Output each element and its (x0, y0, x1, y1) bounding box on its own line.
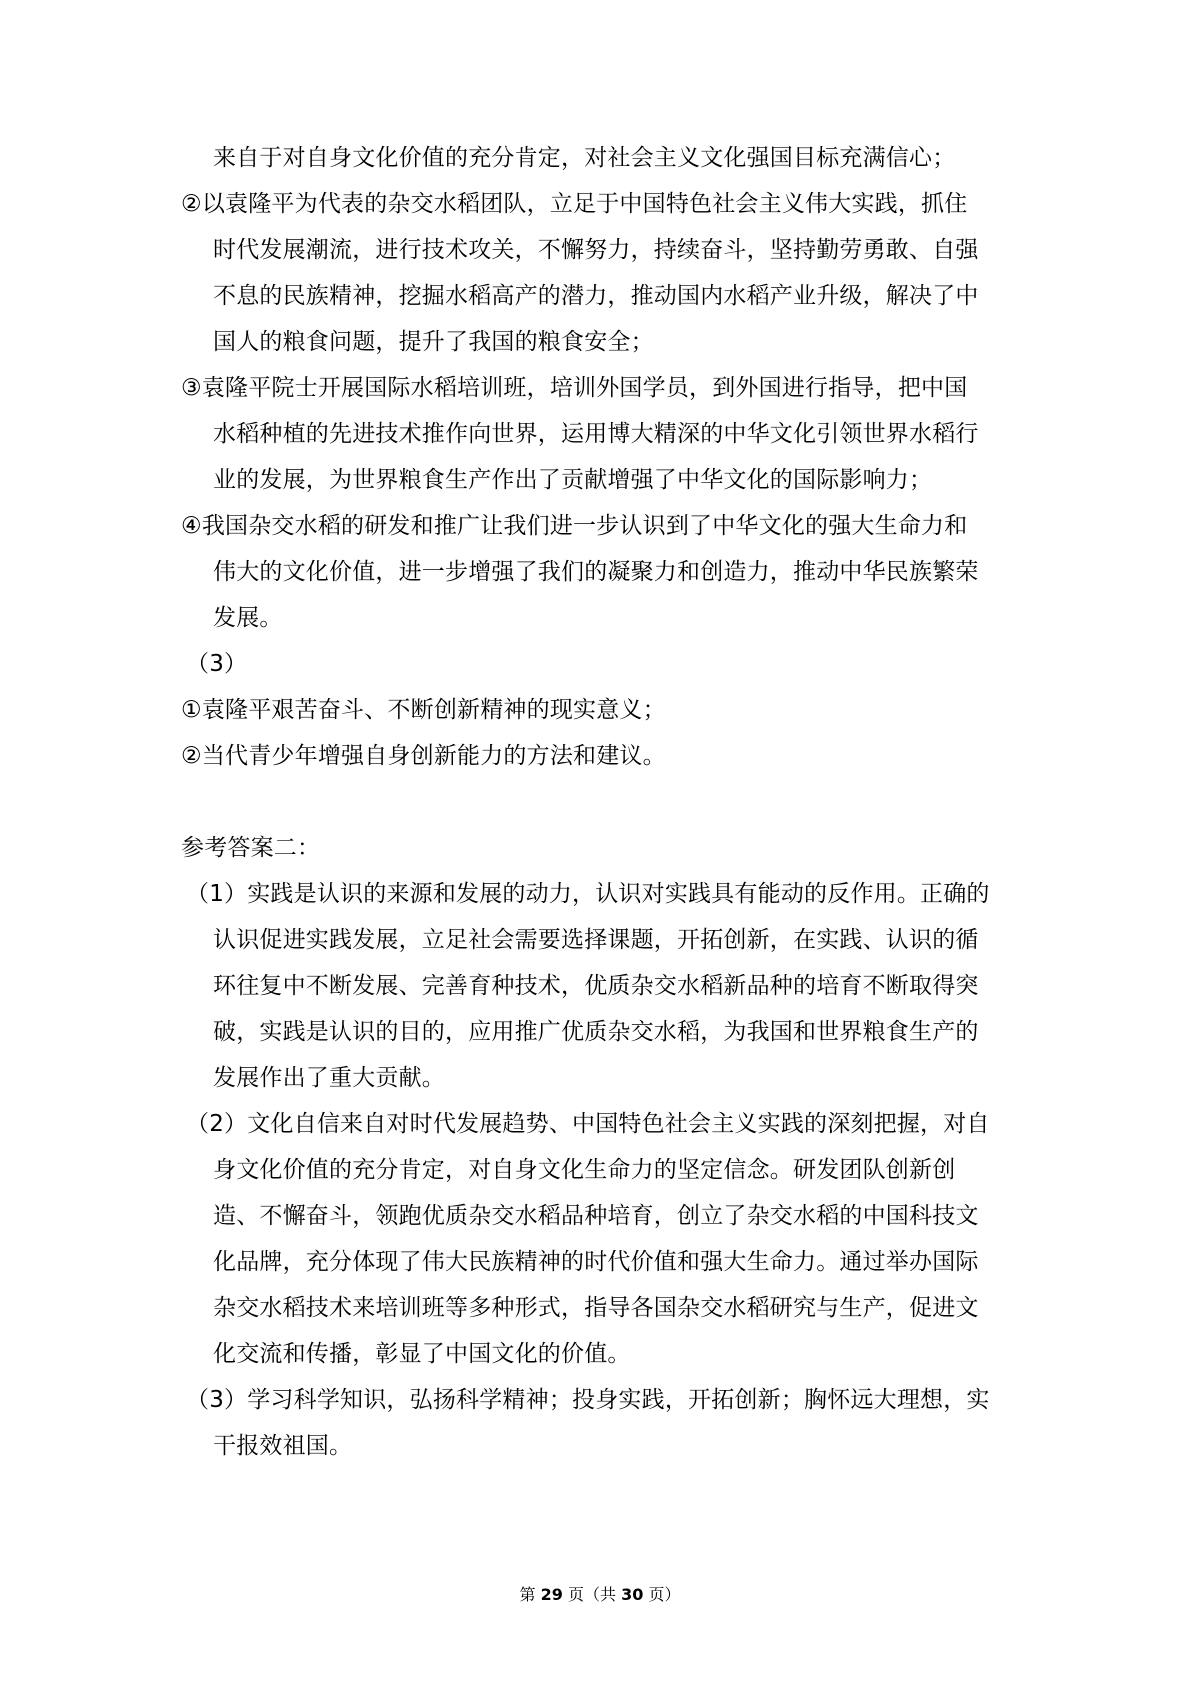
text-line: 发展。 (213, 605, 283, 631)
text-line: 发展作出了重大贡献。 (213, 1065, 445, 1091)
text-line: （3） (186, 651, 248, 677)
text-line: 认识促进实践发展，立足社会需要选择课题，开拓创新，在实践、认识的循 (213, 927, 979, 953)
footer-page-number: 29 (540, 1585, 563, 1604)
text-line: 国人的粮食问题，提升了我国的粮食安全； (213, 329, 654, 355)
text-line: ②当代青少年增强自身创新能力的方法和建议。 (181, 743, 666, 769)
text-line: （1）实践是认识的来源和发展的动力，认识对实践具有能动的反作用。正确的 (186, 881, 990, 907)
page-footer (0, 1584, 1200, 1606)
text-line: 不息的民族精神，挖掘水稻高产的潜力，推动国内水稻产业升级，解决了中 (213, 283, 979, 309)
text-line: 身文化价值的充分肯定，对自身文化生命力的坚定信念。研发团队创新创 (213, 1157, 956, 1183)
text-line: 干报效祖国。 (213, 1433, 353, 1459)
text-line: 化交流和传播，彰显了中国文化的价值。 (213, 1341, 631, 1367)
section-heading: 参考答案二： (181, 835, 321, 861)
text-line: 破，实践是认识的目的，应用推广优质杂交水稻，为我国和世界粮食生产的 (213, 1019, 979, 1045)
footer-middle: 页（共 (567, 1585, 616, 1604)
text-line: 杂交水稻技术来培训班等多种形式，指导各国杂交水稻研究与生产，促进文 (213, 1295, 979, 1321)
text-line: 化品牌，充分体现了伟大民族精神的时代价值和强大生命力。通过举办国际 (213, 1249, 979, 1275)
text-line: ③袁隆平院士开展国际水稻培训班，培训外国学员，到外国进行指导，把中国 (181, 375, 968, 401)
text-line: 水稻种植的先进技术推作向世界，运用博大精深的中华文化引领世界水稻行 (213, 421, 979, 447)
text-line: 时代发展潮流，进行技术攻关，不懈努力，持续奋斗，坚持勤劳勇敢、自强 (213, 237, 979, 263)
text-line: 业的发展，为世界粮食生产作出了贡献增强了中华文化的国际影响力； (213, 467, 933, 493)
text-line: 伟大的文化价值，进一步增强了我们的凝聚力和创造力，推动中华民族繁荣 (213, 559, 979, 585)
text-line: ①袁隆平艰苦奋斗、不断创新精神的现实意义； (181, 697, 666, 723)
text-line: 造、不懈奋斗，领跑优质杂交水稻品种培育，创立了杂交水稻的中国科技文 (213, 1203, 979, 1229)
footer-suffix: 页） (648, 1585, 681, 1604)
footer-total-pages: 30 (621, 1585, 644, 1604)
text-line: ②以袁隆平为代表的杂交水稻团队，立足于中国特色社会主义伟大实践，抓住 (181, 191, 968, 217)
footer-prefix: 第 (519, 1585, 536, 1604)
text-line: 来自于对自身文化价值的充分肯定，对社会主义文化强国目标充满信心； (213, 145, 956, 171)
text-line: （3）学习科学知识，弘扬科学精神；投身实践，开拓创新；胸怀远大理想，实 (186, 1387, 990, 1413)
text-line: ④我国杂交水稻的研发和推广让我们进一步认识到了中华文化的强大生命力和 (181, 513, 968, 539)
text-line: 环往复中不断发展、完善育种技术，优质杂交水稻新品种的培育不断取得突 (213, 973, 979, 999)
text-line: （2）文化自信来自对时代发展趋势、中国特色社会主义实践的深刻把握，对自 (186, 1111, 990, 1137)
